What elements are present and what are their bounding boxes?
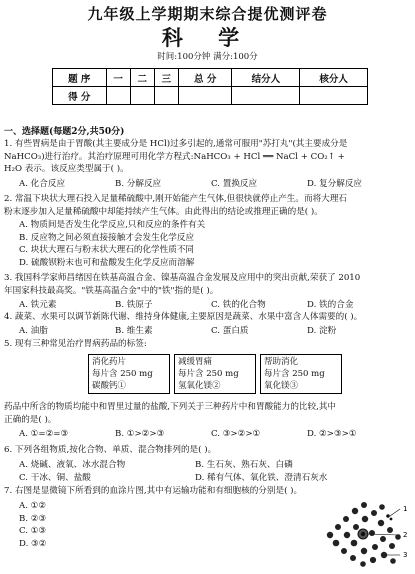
option-c: C. 铁的化合物 — [211, 300, 266, 310]
question-1-options — [19, 177, 403, 189]
drug-name: 减缓胃痛 — [178, 357, 213, 367]
option-b: B. ②③ — [19, 513, 47, 524]
score-cell — [300, 87, 368, 105]
question-text-line: 4. 蔬菜、水果可以调节新陈代谢、维持身体健康,主要原因是蔬菜、水果中富含人体需要的( )。 — [4, 312, 363, 322]
question-5-stem — [4, 401, 408, 426]
question-3 — [4, 272, 408, 297]
question-text-line: 7. 右图是显微镜下所看到的血涂片图,其中有运输功能和有细胞核的分别是( )。 — [4, 486, 303, 496]
question-4 — [4, 311, 408, 324]
figure-label-3: 3 — [403, 551, 408, 559]
option-b: B. 铁原子 — [115, 300, 153, 310]
question-6 — [4, 444, 408, 457]
question-text-line: 2. 常温下块状大理石投入足量稀硫酸中,刚开始能产生气体,但很快就停止产生。而将大理石 — [4, 194, 347, 204]
question-text-line: 6. 下列各组物质,按化合物、单质、混合物排列的是( )。 — [4, 445, 217, 455]
option-c: C. 干冰、铜、盐酸 — [19, 473, 91, 483]
option-a: A. 铁元素 — [19, 300, 57, 310]
question-5-options — [19, 429, 403, 439]
score-cell — [106, 87, 130, 105]
question-2-options — [19, 219, 409, 269]
figure-label-1: 1 — [403, 505, 408, 513]
option-a: A. 物质间是否发生化学反应,只和反应的条件有关 — [19, 220, 206, 230]
drug-dose: 每片含 250 mg — [264, 369, 325, 379]
question-text-line: 1. 有些胃病是由于胃酸(其主要成分是 HCl)过多引起的,通常可服用"苏打丸"(其主要成分是 — [4, 139, 348, 149]
figure-label-2: 2 — [403, 531, 408, 539]
score-header-cell: 三 — [154, 69, 178, 87]
option-d: D. ③② — [19, 538, 47, 549]
score-header-cell: 总 分 — [178, 69, 232, 87]
score-cell — [130, 87, 154, 105]
subject-title: 科 学 — [161, 26, 254, 50]
drug-ingredient: 氧化镁③ — [264, 381, 299, 391]
score-cell — [178, 87, 232, 105]
option-a: A. ①② — [19, 501, 47, 511]
drug-dose: 每片含 250 mg — [92, 369, 153, 379]
option-b: B. 生石灰、熟石灰、白磷 — [195, 460, 293, 470]
question-4-options — [19, 324, 403, 336]
option-c: C. 块状大理石与粉末状大理石的化学性质不同 — [19, 245, 195, 256]
question-3-options — [19, 298, 403, 310]
score-header-cell: 题 序 — [53, 69, 107, 87]
drug-label-1 — [88, 354, 170, 394]
score-table — [52, 68, 368, 105]
score-cell — [154, 87, 178, 105]
score-table-score-row — [53, 87, 368, 105]
time-score-info: 时间:100分钟 满分:100分 — [157, 52, 258, 62]
option-d: D. 硫酸钡粉末也可和盐酸发生化学反应而溶解 — [19, 257, 195, 268]
score-cell — [232, 87, 300, 105]
drug-ingredient: 氢氧化镁② — [178, 381, 221, 391]
score-header-cell: 结分人 — [232, 69, 300, 87]
option-a: A. 油脂 — [19, 326, 48, 336]
score-header-cell: 核分人 — [300, 69, 368, 87]
option-c: C. ③>②>① — [211, 429, 261, 439]
question-text-line: 粉末逐步加入足量稀硫酸中却能持续产生气体。由此得出的结论或推理正确的是( )。 — [4, 206, 323, 217]
question-1 — [4, 138, 408, 176]
question-6-options-row1 — [19, 458, 371, 470]
question-6-options-row2 — [19, 471, 371, 483]
option-d: D. 淀粉 — [307, 326, 337, 336]
question-7-options — [19, 500, 219, 550]
option-d: D. 铁的合金 — [307, 300, 354, 310]
question-2 — [4, 193, 408, 218]
option-d: D. 复分解反应 — [307, 179, 363, 189]
drug-label-3 — [260, 354, 342, 394]
drug-name: 消化药片 — [92, 357, 127, 367]
option-b: B. ①>②>③ — [115, 429, 165, 439]
option-b: B. 分解反应 — [115, 179, 162, 189]
score-table-header-row — [53, 69, 368, 87]
score-header-cell: 二 — [130, 69, 154, 87]
question-text-line: H₂O 表示。该反应类型属于( )。 — [4, 164, 129, 175]
question-5-intro — [4, 338, 408, 351]
drug-name: 帮助消化 — [264, 357, 299, 367]
question-text-line: 3. 我国科学家师昌绪因在铁基高温合金、镍基高温合金发展及应用中的突出贡献,荣获了 2010 — [4, 273, 361, 283]
option-c: C. 置换反应 — [211, 179, 258, 189]
question-text-line: 年国家科技最高奖。"铁基高温合金"中的"铁"指的是( )。 — [4, 285, 219, 296]
score-row-label: 得 分 — [53, 87, 107, 105]
exam-series-title: 九年级上学期期末综合提优测评卷 — [87, 5, 328, 23]
option-b: B. 维生素 — [115, 326, 153, 336]
option-a: A. 化合反应 — [19, 179, 66, 189]
blood-smear-figure — [320, 495, 410, 570]
question-text-line: 药品中所含的物质均能中和胃里过量的盐酸,下列关于三种药片中和胃酸能力的比较,其中 — [4, 402, 337, 412]
section-heading: 一、选择题(每题2分,共50分) — [4, 127, 125, 137]
question-text-line: NaHCO₃)进行治疗。其治疗原理可用化学方程式:NaHCO₃ + HCl ══ NaCl + CO₂↑ + — [4, 151, 345, 162]
option-a: A. 烧碱、液氧、冰水混合物 — [19, 460, 126, 470]
score-header-cell: 一 — [106, 69, 130, 87]
option-c: C. ①③ — [19, 526, 47, 537]
option-c: C. 蛋白质 — [211, 326, 249, 336]
drug-label-2 — [174, 354, 256, 394]
option-d: D. 稀有气体、氧化铁、澄清石灰水 — [195, 473, 328, 483]
question-text-line: 5. 现有三种常见治疗胃病药品的标签: — [4, 339, 147, 349]
option-d: D. ②>③>① — [307, 429, 357, 439]
drug-dose: 每片含 250 mg — [178, 369, 239, 379]
drug-ingredient: 碳酸钙① — [92, 381, 127, 391]
option-a: A. ①=②=③ — [19, 429, 69, 439]
option-b: B. 反应物之间必须直接接触才会发生化学反应 — [19, 232, 195, 243]
question-text-line: 正确的是( )。 — [4, 414, 57, 425]
